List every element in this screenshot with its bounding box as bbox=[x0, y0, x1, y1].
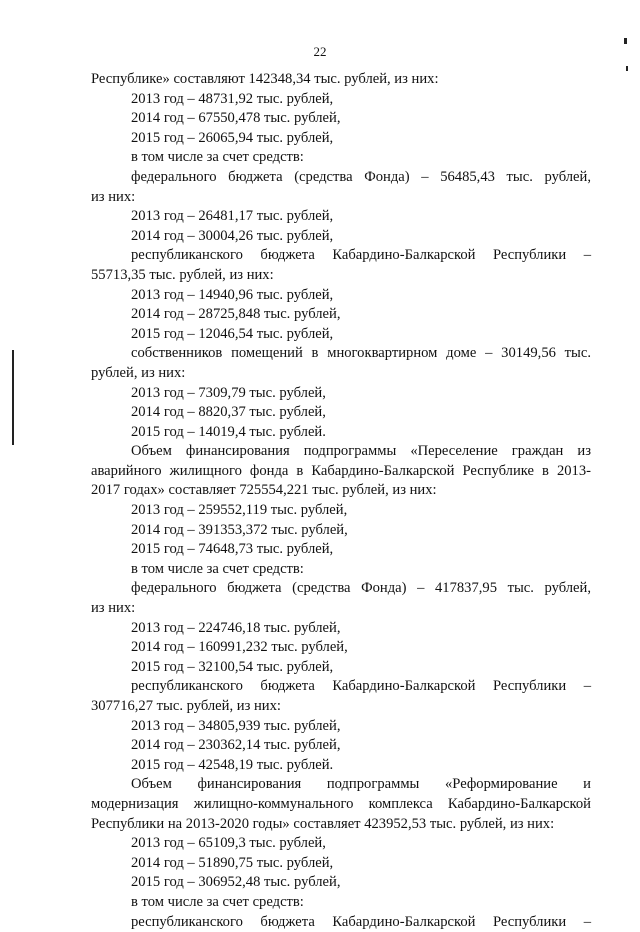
text-line: 2013 год – 259552,119 тыс. рублей, bbox=[131, 502, 348, 519]
text-line: 2014 год – 391353,372 тыс. рублей, bbox=[131, 521, 348, 538]
text-line: в том числе за счет средств: bbox=[131, 893, 304, 910]
margin-mark bbox=[12, 350, 14, 445]
text-line: 2013 год – 7309,79 тыс. рублей, bbox=[131, 384, 326, 401]
text-line: республиканского бюджета Кабардино-Балкарской Республики – bbox=[131, 913, 591, 930]
text-line: 2013 год – 224746,18 тыс. рублей, bbox=[131, 619, 341, 636]
text-line: 2013 год – 26481,17 тыс. рублей, bbox=[131, 208, 334, 225]
text-line: 2015 год – 42548,19 тыс. рублей. bbox=[131, 756, 334, 773]
text-line: федерального бюджета (средства Фонда) – 417837,95 тыс. рублей, bbox=[131, 580, 591, 597]
text-line: в том числе за счет средств: bbox=[131, 149, 304, 166]
page-number: 22 bbox=[313, 44, 327, 59]
text-line: республиканского бюджета Кабардино-Балкарской Республики – bbox=[131, 678, 591, 695]
text-line: 55713,35 тыс. рублей, из них: bbox=[91, 266, 274, 283]
text-line: 2014 год – 160991,232 тыс. рублей, bbox=[131, 639, 348, 656]
text-line: 2015 год – 306952,48 тыс. рублей, bbox=[131, 874, 341, 891]
text-line: в том числе за счет средств: bbox=[131, 560, 304, 577]
text-line: Республики на 2013-2020 годы» составляет 423952,53 тыс. рублей, из них: bbox=[91, 815, 555, 832]
text-line: рублей, из них: bbox=[91, 364, 186, 381]
text-line: республиканского бюджета Кабардино-Балкарской Республики – bbox=[131, 247, 591, 264]
text-line: 2015 год – 32100,54 тыс. рублей, bbox=[131, 658, 334, 675]
text-line: модернизация жилищно-коммунального комплекса Кабардино-Балкарской bbox=[91, 795, 591, 812]
text-line: 2014 год – 30004,26 тыс. рублей, bbox=[131, 227, 334, 244]
text-line: 2013 год – 14940,96 тыс. рублей, bbox=[131, 286, 334, 303]
text-line: из них: bbox=[91, 600, 136, 617]
text-line: 307716,27 тыс. рублей, из них: bbox=[91, 698, 281, 714]
text-line: 2014 год – 51890,75 тыс. рублей, bbox=[131, 854, 334, 871]
text-line: собственников помещений в многоквартирном доме – 30149,56 тыс. bbox=[131, 345, 591, 362]
scan-speck bbox=[624, 38, 627, 44]
text-line: Объем финансирования подпрограммы «Переселение граждан из bbox=[131, 443, 591, 460]
text-line: 2014 год – 230362,14 тыс. рублей, bbox=[131, 737, 341, 754]
text-line: 2013 год – 34805,939 тыс. рублей, bbox=[131, 717, 341, 734]
text-line: федерального бюджета (средства Фонда) – 56485,43 тыс. рублей, bbox=[131, 168, 591, 185]
text-line: 2014 год – 28725,848 тыс. рублей, bbox=[131, 306, 341, 323]
text-line: Объем финансирования подпрограммы «Реформирование и bbox=[131, 776, 591, 793]
scan-speck bbox=[626, 66, 628, 71]
text-line: 2014 год – 67550,478 тыс. рублей, bbox=[131, 110, 341, 127]
text-line: Республике» составляют 142348,34 тыс. рублей, из них: bbox=[91, 71, 439, 87]
text-line: из них: bbox=[91, 188, 136, 205]
text-line: 2015 год – 14019,4 тыс. рублей. bbox=[131, 423, 326, 440]
text-line: 2013 год – 48731,92 тыс. рублей, bbox=[131, 90, 334, 107]
text-line: 2014 год – 8820,37 тыс. рублей, bbox=[131, 404, 326, 421]
document-body bbox=[91, 70, 591, 932]
text-line: 2017 годах» составляет 725554,221 тыс. рублей, из них: bbox=[91, 482, 437, 499]
text-line: 2015 год – 74648,73 тыс. рублей, bbox=[131, 541, 334, 558]
text-line: аварийного жилищного фонда в Кабардино-Балкарской Республике в 2013- bbox=[91, 462, 591, 479]
text-line: 2015 год – 12046,54 тыс. рублей, bbox=[131, 325, 334, 342]
text-line: 2013 год – 65109,3 тыс. рублей, bbox=[131, 835, 326, 852]
text-line: 2015 год – 26065,94 тыс. рублей, bbox=[131, 129, 334, 146]
